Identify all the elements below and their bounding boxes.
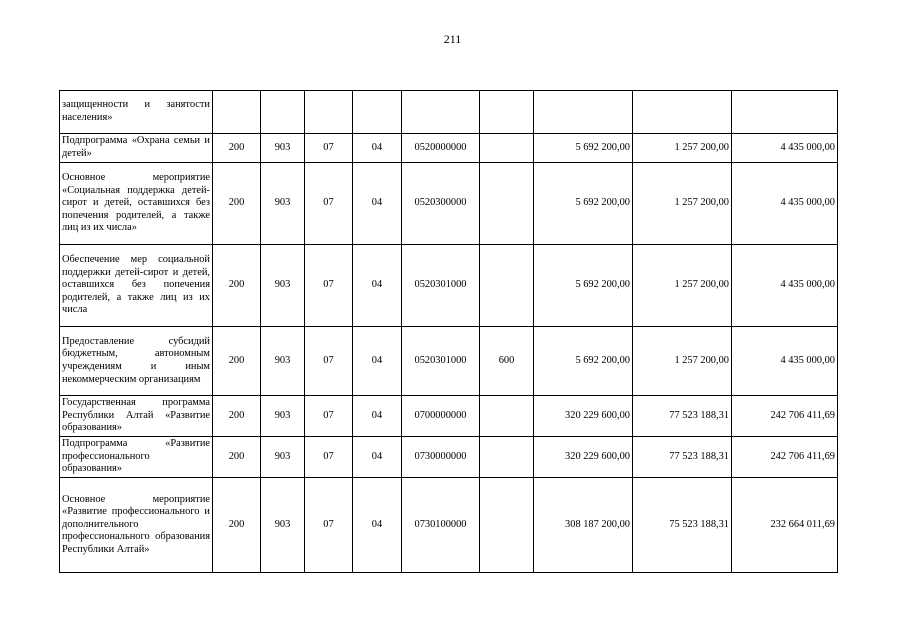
cell-expense-type — [480, 437, 534, 478]
cell-amount-2: 1 257 200,00 — [633, 163, 732, 245]
table-row — [60, 478, 838, 573]
cell-section: 07 — [305, 245, 353, 327]
cell-code-2: 903 — [261, 134, 305, 163]
cell-section: 07 — [305, 396, 353, 437]
cell-expense-type — [480, 163, 534, 245]
cell-amount-1: 320 229 600,00 — [534, 437, 633, 478]
cell-amount-2: 77 523 188,31 — [633, 396, 732, 437]
cell-code-2: 903 — [261, 163, 305, 245]
cell-amount-3: 4 435 000,00 — [732, 245, 838, 327]
row-name-cell: Подпрограмма «Развитие профессионального образования» — [60, 437, 213, 478]
cell-code-1 — [213, 91, 261, 134]
cell-section: 07 — [305, 327, 353, 396]
cell-amount-1 — [534, 91, 633, 134]
cell-subsection — [353, 91, 402, 134]
cell-code-1: 200 — [213, 327, 261, 396]
cell-code-1: 200 — [213, 396, 261, 437]
table-row — [60, 134, 838, 163]
cell-amount-1: 320 229 600,00 — [534, 396, 633, 437]
cell-amount-2 — [633, 91, 732, 134]
cell-code-2: 903 — [261, 327, 305, 396]
cell-amount-1: 5 692 200,00 — [534, 163, 633, 245]
cell-code-1: 200 — [213, 134, 261, 163]
cell-code-2: 903 — [261, 478, 305, 573]
cell-code-1: 200 — [213, 163, 261, 245]
cell-amount-3: 4 435 000,00 — [732, 327, 838, 396]
cell-section: 07 — [305, 163, 353, 245]
row-name-cell: Предоставление субсидий бюджетным, автономным учреждениям и иным некоммерческим организациям — [60, 327, 213, 396]
cell-target-code: 0520301000 — [402, 327, 480, 396]
cell-target-code: 0520301000 — [402, 245, 480, 327]
table-row — [60, 437, 838, 478]
row-name-cell: Основное мероприятие «Развитие профессионального и дополнительного профессионального образования Республики Алтай» — [60, 478, 213, 573]
cell-target-code: 0520000000 — [402, 134, 480, 163]
cell-amount-3 — [732, 91, 838, 134]
cell-expense-type — [480, 396, 534, 437]
cell-amount-2: 1 257 200,00 — [633, 245, 732, 327]
cell-subsection: 04 — [353, 245, 402, 327]
cell-expense-type — [480, 245, 534, 327]
cell-section: 07 — [305, 478, 353, 573]
cell-amount-2: 1 257 200,00 — [633, 134, 732, 163]
table-row — [60, 163, 838, 245]
cell-subsection: 04 — [353, 163, 402, 245]
table-row — [60, 91, 838, 134]
page-number: 211 — [443, 32, 462, 46]
cell-subsection: 04 — [353, 134, 402, 163]
cell-section: 07 — [305, 437, 353, 478]
cell-code-1: 200 — [213, 437, 261, 478]
cell-subsection: 04 — [353, 478, 402, 573]
cell-amount-3: 4 435 000,00 — [732, 134, 838, 163]
cell-amount-1: 308 187 200,00 — [534, 478, 633, 573]
table-row — [60, 396, 838, 437]
cell-amount-3: 4 435 000,00 — [732, 163, 838, 245]
cell-expense-type — [480, 134, 534, 163]
row-name-cell: Основное мероприятие «Социальная поддержка детей-сирот и детей, оставшихся без попечения родителей, а также лиц из их числа» — [60, 163, 213, 245]
cell-amount-3: 242 706 411,69 — [732, 437, 838, 478]
table-row — [60, 327, 838, 396]
cell-amount-2: 75 523 188,31 — [633, 478, 732, 573]
table-row — [60, 245, 838, 327]
cell-expense-type — [480, 478, 534, 573]
cell-amount-1: 5 692 200,00 — [534, 327, 633, 396]
row-name-cell: Подпрограмма «Охрана семьи и детей» — [60, 134, 213, 163]
cell-target-code: 0700000000 — [402, 396, 480, 437]
cell-code-2 — [261, 91, 305, 134]
cell-expense-type — [480, 91, 534, 134]
cell-code-1: 200 — [213, 478, 261, 573]
cell-target-code: 0730000000 — [402, 437, 480, 478]
row-name-cell: Государственная программа Республики Алтай «Развитие образования» — [60, 396, 213, 437]
cell-target-code: 0520300000 — [402, 163, 480, 245]
cell-target-code — [402, 91, 480, 134]
cell-target-code: 0730100000 — [402, 478, 480, 573]
cell-subsection: 04 — [353, 437, 402, 478]
budget-table — [59, 90, 838, 573]
cell-amount-2: 1 257 200,00 — [633, 327, 732, 396]
row-name-cell: защищенности и занятости населения» — [60, 91, 213, 134]
cell-amount-3: 242 706 411,69 — [732, 396, 838, 437]
cell-expense-type: 600 — [480, 327, 534, 396]
cell-amount-3: 232 664 011,69 — [732, 478, 838, 573]
cell-amount-2: 77 523 188,31 — [633, 437, 732, 478]
cell-code-2: 903 — [261, 437, 305, 478]
cell-amount-1: 5 692 200,00 — [534, 245, 633, 327]
cell-code-1: 200 — [213, 245, 261, 327]
cell-code-2: 903 — [261, 396, 305, 437]
cell-section: 07 — [305, 134, 353, 163]
cell-amount-1: 5 692 200,00 — [534, 134, 633, 163]
cell-code-2: 903 — [261, 245, 305, 327]
cell-subsection: 04 — [353, 327, 402, 396]
row-name-cell: Обеспечение мер социальной поддержки детей-сирот и детей, оставшихся без попечения родителей, а также лиц из их числа — [60, 245, 213, 327]
cell-subsection: 04 — [353, 396, 402, 437]
cell-section — [305, 91, 353, 134]
